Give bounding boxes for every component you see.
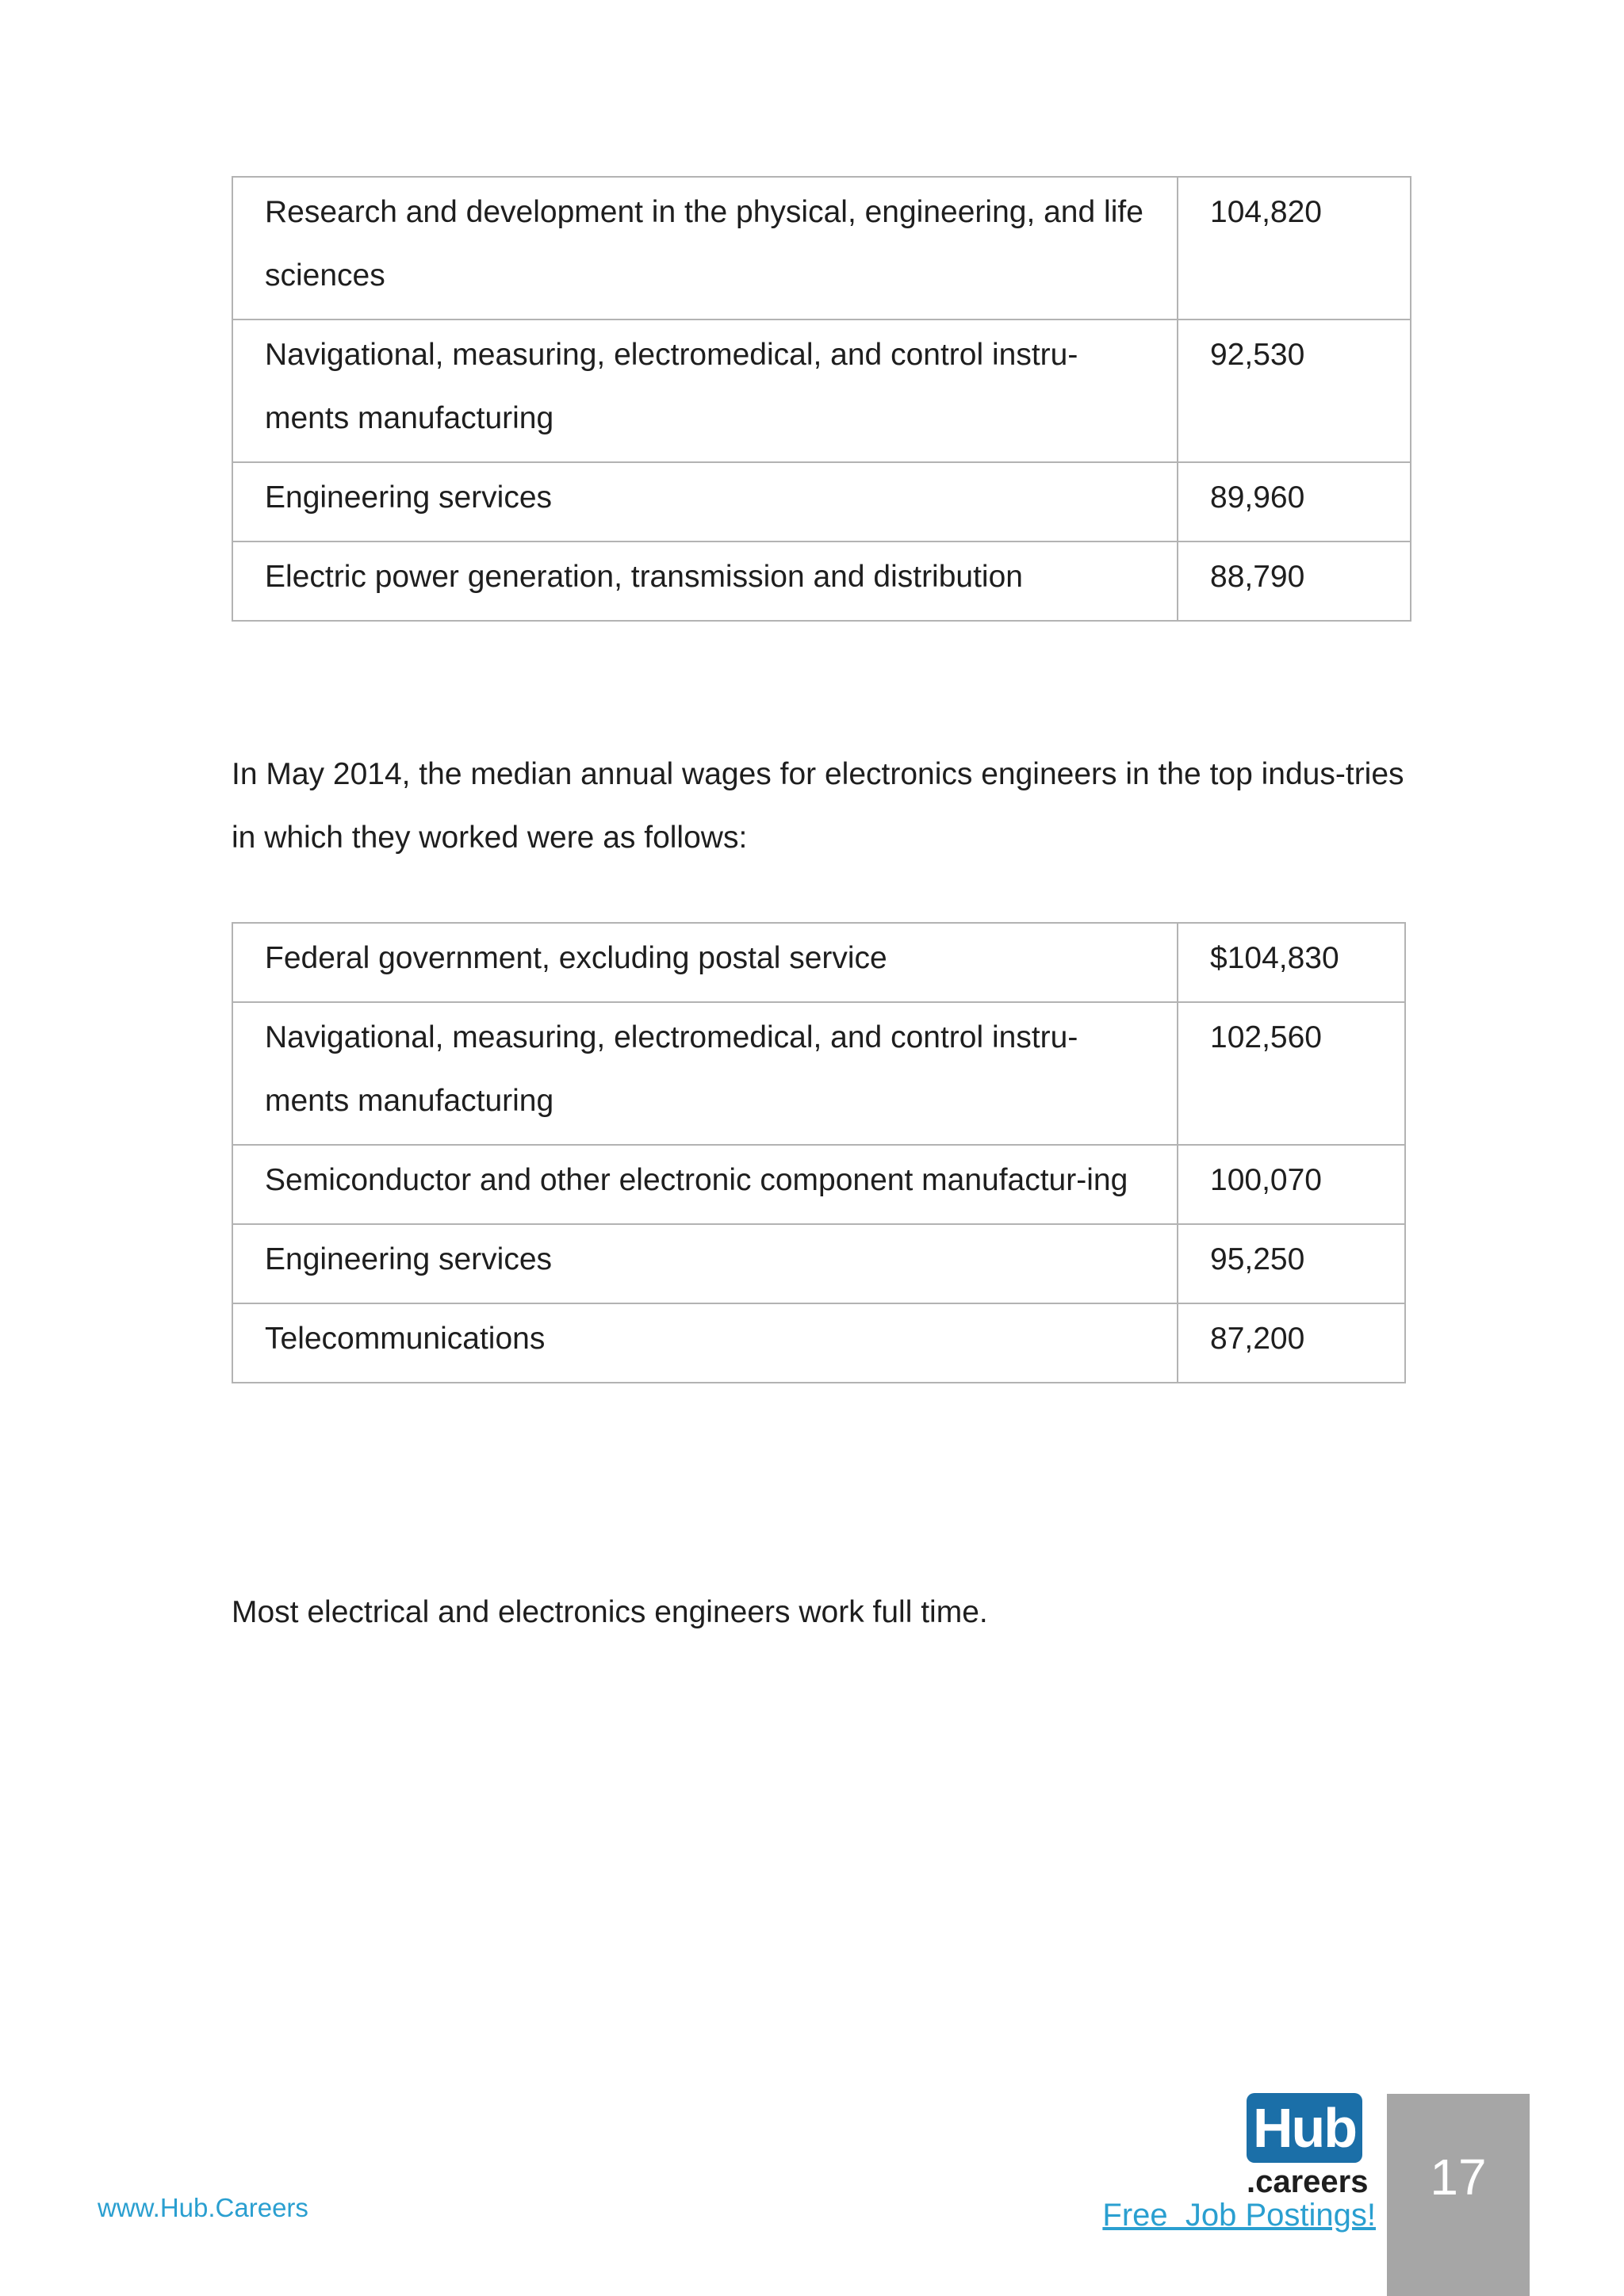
wage-cell: 92,530 bbox=[1178, 320, 1411, 462]
page-number-box bbox=[1387, 2094, 1530, 2296]
table-row bbox=[232, 320, 1411, 462]
table-row bbox=[232, 462, 1411, 541]
footer-website-link[interactable]: www.Hub.Careers bbox=[98, 2193, 308, 2222]
table-row bbox=[232, 1002, 1405, 1145]
table-row bbox=[232, 1224, 1405, 1303]
closing-paragraph: Most electrical and electronics engineers work full time. bbox=[232, 1595, 988, 1629]
table-row bbox=[232, 1303, 1405, 1383]
wage-cell: 95,250 bbox=[1178, 1224, 1405, 1303]
table-row bbox=[232, 541, 1411, 621]
industry-cell: Federal government, excluding postal service bbox=[232, 923, 1178, 1002]
wage-table-1 bbox=[232, 176, 1411, 622]
industry-cell: Electric power generation, transmission and distribution bbox=[232, 541, 1178, 621]
logo-mark: Hub bbox=[1247, 2093, 1362, 2163]
intro-paragraph: In May 2014, the median annual wages for electronics engineers in the top indus-tries in which they worked were as follows: bbox=[232, 757, 1404, 855]
industry-cell: Navigational, measuring, electromedical, and control instru-ments manufacturing bbox=[232, 320, 1178, 462]
wage-cell: 87,200 bbox=[1178, 1303, 1405, 1383]
table-row bbox=[232, 1145, 1405, 1224]
logo-subtext: .careers bbox=[1247, 2164, 1369, 2199]
free-job-postings-link[interactable]: Free Job Postings! bbox=[1102, 2198, 1376, 2233]
industry-cell: Engineering services bbox=[232, 462, 1178, 541]
table-row bbox=[232, 923, 1405, 1002]
wage-cell: 100,070 bbox=[1178, 1145, 1405, 1224]
industry-cell: Semiconductor and other electronic component manufactur-ing bbox=[232, 1145, 1178, 1224]
industry-cell: Telecommunications bbox=[232, 1303, 1178, 1383]
industry-cell: Navigational, measuring, electromedical, and control instru-ments manufacturing bbox=[232, 1002, 1178, 1145]
wage-table-2 bbox=[232, 922, 1406, 1383]
wage-cell: 102,560 bbox=[1178, 1002, 1405, 1145]
industry-cell: Research and development in the physical, engineering, and life sciences bbox=[232, 177, 1178, 320]
wage-cell: 89,960 bbox=[1178, 462, 1411, 541]
page-number: 17 bbox=[1430, 2149, 1487, 2206]
wage-cell: 104,820 bbox=[1178, 177, 1411, 320]
wage-cell: 88,790 bbox=[1178, 541, 1411, 621]
table-row bbox=[232, 177, 1411, 320]
wage-cell: $104,830 bbox=[1178, 923, 1405, 1002]
hub-careers-logo bbox=[1247, 2093, 1369, 2199]
industry-cell: Engineering services bbox=[232, 1224, 1178, 1303]
